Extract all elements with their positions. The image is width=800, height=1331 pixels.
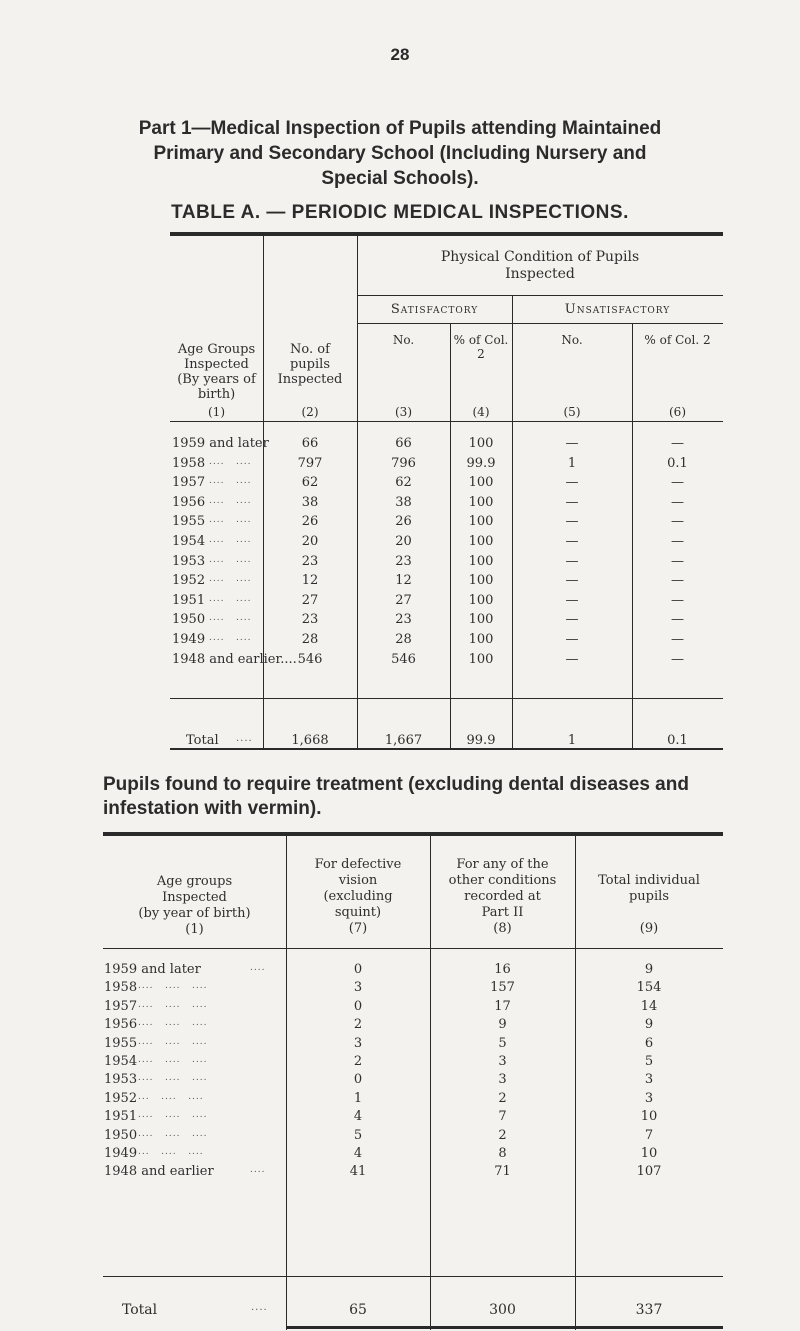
table-a-cell-pupils: 27 [301, 592, 319, 608]
header-line: other conditions [448, 873, 557, 888]
table-a-cell-sat-pct: 100 [468, 534, 494, 549]
table-b-total-other: 300 [489, 1302, 516, 1318]
table-a-cell-unsat-pct: — [671, 534, 684, 549]
table-a-cell-sat-pct: 100 [468, 436, 494, 451]
table-b-cell-total: 3 [644, 1072, 654, 1088]
table-a-cell-unsat-no: — [565, 573, 579, 589]
table-b-cell-total: 7 [644, 1127, 654, 1143]
table-b-cell-other: 2 [498, 1090, 507, 1106]
table-a-cell-sat-no: 38 [395, 494, 412, 510]
other-conditions-header [430, 857, 575, 937]
table-a-cell-sat-no: 546 [391, 651, 416, 667]
table-b-cell-defective: 4 [353, 1109, 363, 1125]
table-a-row-age: 1955 [172, 514, 206, 530]
table-a-header-rule [170, 421, 723, 422]
col-4-label: (4) [472, 405, 490, 419]
table-b-cell-total: 9 [644, 1017, 654, 1033]
table-b-row-age: 1959 and later [104, 962, 201, 977]
table-b-cell-other: 9 [498, 1017, 507, 1033]
table-b-age-header [103, 874, 286, 938]
header-line: pupils [628, 889, 669, 904]
table-a-title: TABLE A. — PERIODIC MEDICAL INSPECTIONS. [171, 202, 629, 223]
table-a-cell-sat-pct: 100 [468, 592, 494, 608]
satisfactory-header: Satisfactory [390, 302, 479, 317]
table-b-row-dots: ... .... .... [138, 1091, 204, 1102]
table-a-total-unsat-pct: 0.1 [667, 733, 688, 748]
table-b-row-dots: .... .... .... [138, 1036, 208, 1047]
part-title-line-2: Primary and Secondary School (Including Nursery and [153, 143, 647, 164]
table-a-cell-pupils: 26 [301, 514, 319, 530]
table-b-cell-total: 154 [636, 980, 662, 996]
header-line: birth) [197, 387, 236, 402]
table-a-row-dots: .... .... [209, 554, 252, 565]
table-b-row-dots: .... .... .... [138, 981, 208, 992]
table-a-cell-sat-no: 62 [395, 475, 412, 491]
table-b-cell-defective: 0 [353, 998, 363, 1014]
table-b-cell-total: 107 [636, 1164, 662, 1180]
table-a-total-label: Total [186, 733, 219, 748]
pupils-header [263, 342, 357, 387]
table-a-cell-unsat-no: — [565, 475, 579, 491]
table-b-cell-defective: 2 [353, 1017, 363, 1033]
table-a-cell-unsat-pct: — [671, 651, 684, 667]
col-6-label: (6) [669, 405, 686, 419]
table-b-cell-other: 17 [494, 998, 511, 1014]
table-b-header-rule [103, 948, 723, 949]
table-a-cell-unsat-no: — [565, 514, 579, 530]
table-b-cell-defective: 5 [353, 1127, 363, 1143]
header-line: (7) [348, 921, 368, 936]
col-3-label: (3) [395, 405, 412, 419]
table-b-cell-other: 7 [498, 1109, 507, 1125]
table-a-total-sat-pct: 99.9 [466, 733, 496, 748]
total-pupils-header [575, 873, 723, 937]
table-a-cell-sat-no: 26 [395, 514, 412, 530]
table-a-cell-unsat-no: — [565, 632, 579, 647]
table-a-cell-pupils: 62 [301, 475, 319, 491]
table-a-row-age: 1958 [172, 455, 206, 471]
table-a-cell-sat-pct: 100 [468, 573, 494, 589]
header-line: (8) [493, 921, 512, 936]
table-a-row-dots: .... .... [209, 456, 252, 467]
table-a-row-age: 1952 [172, 573, 206, 589]
table-b-cell-other: 157 [490, 980, 515, 996]
table-a-cell-pupils: 38 [301, 494, 319, 510]
table-a-cell-sat-pct: 100 [468, 612, 494, 628]
table-b-row-dots: .... [250, 963, 266, 973]
table-b-cell-defective: 3 [353, 1035, 363, 1051]
table-b-row-age: 1953 [104, 1072, 138, 1088]
table-b-cell-defective: 3 [353, 980, 363, 996]
table-b-cell-other: 71 [494, 1164, 511, 1180]
table-b-top-rule [103, 832, 723, 836]
table-a-row-age: 1956 [172, 494, 206, 510]
table-a-cell-pupils: 66 [301, 436, 319, 451]
col-1-label: (1) [208, 405, 225, 419]
table-b-total-dots: .... [251, 1302, 268, 1313]
defective-vision-header [286, 857, 430, 937]
table-b-row-dots: .... .... .... [138, 999, 208, 1010]
table-b-cell-other: 3 [498, 1072, 507, 1088]
table-a-cell-pupils: 23 [301, 612, 319, 628]
unsatisfactory-header: Unsatisfactory [564, 302, 671, 317]
table-a-top-rule [170, 232, 723, 236]
table-a-cell-sat-no: 28 [395, 632, 412, 647]
header-line: pupils [289, 357, 330, 372]
table-a-cell-unsat-pct: — [671, 475, 684, 491]
table-a-cell-unsat-pct: 0.1 [667, 455, 688, 471]
table-b-row-dots: ... .... .... [138, 1147, 204, 1157]
table-a-row-dots: .... .... [209, 593, 252, 604]
table-a-divider [263, 232, 264, 750]
table-b-row-dots: .... .... .... [138, 1055, 208, 1065]
table-b-total-total: 337 [635, 1302, 663, 1318]
table-b-cell-defective: 4 [353, 1146, 363, 1161]
table-a-cell-sat-no: 796 [391, 455, 416, 471]
table-a-total-pupils: 1,668 [291, 733, 329, 748]
table-b-cell-other: 3 [498, 1054, 507, 1069]
table-a-cell-unsat-no: — [565, 553, 579, 569]
table-a-cell-pupils: 12 [301, 573, 319, 589]
table-a-cell-sat-pct: 100 [468, 514, 494, 530]
table-b-cell-defective: 41 [349, 1164, 367, 1180]
table-a-cell-sat-pct: 100 [468, 651, 494, 667]
header-line: squint) [334, 905, 382, 920]
table-b-cell-total: 10 [640, 1146, 658, 1161]
table-a-cell-unsat-no: 1 [567, 455, 577, 471]
table-a-row-age: 1953 [172, 553, 206, 569]
table-a-cell-sat-pct: 99.9 [466, 455, 496, 471]
table-b-cell-total: 10 [640, 1109, 658, 1125]
table-a-row-age: 1950 [172, 612, 206, 628]
table-a-row-dots: .... .... [209, 476, 252, 487]
table-a-cell-sat-pct: 100 [468, 475, 494, 491]
table-b-row-dots: .... [250, 1165, 266, 1176]
table-a-cell-sat-no: 27 [395, 592, 412, 608]
table-b-cell-other: 16 [494, 962, 511, 977]
table-a-total-sat-no: 1,667 [384, 733, 423, 748]
table-b-title-line-2: infestation with vermin). [103, 798, 322, 819]
table-a-cell-unsat-no: — [565, 592, 579, 608]
table-a-row-dots: .... .... [209, 633, 252, 643]
header-line [575, 905, 723, 921]
header-line: Inspected [162, 890, 227, 905]
table-b-cell-other: 8 [498, 1146, 507, 1161]
table-b-total-rule [103, 1276, 723, 1277]
table-a-cell-sat-no: 66 [395, 436, 412, 451]
table-a-cell-sat-no: 23 [395, 612, 412, 628]
table-a-row-age: 1957 [172, 475, 206, 491]
table-a-row-age: 1954 [172, 534, 206, 549]
table-b-cell-defective: 0 [353, 962, 363, 977]
table-b-row-age: 1958 [104, 980, 138, 996]
header-line: (1) [185, 922, 204, 937]
header-line: (By years of [177, 372, 256, 387]
header-line: Total individual [598, 873, 700, 888]
table-a-cell-sat-no: 20 [395, 534, 412, 549]
table-b-row-dots: .... .... .... [138, 1128, 208, 1139]
table-b-row-dots: .... .... .... [138, 1073, 208, 1084]
table-a-row-dots: .... .... [209, 495, 252, 506]
table-a-cell-sat-no: 23 [395, 553, 412, 569]
table-b-total-defective: 65 [349, 1302, 367, 1318]
table-b-row-age: 1956 [104, 1017, 138, 1033]
table-a-cell-unsat-no: — [565, 612, 579, 628]
table-a-cell-pupils: 23 [301, 553, 319, 569]
table-a-total-rule [170, 698, 723, 699]
table-a-row-age: 1951 [172, 592, 206, 608]
table-b-cell-total: 14 [640, 998, 658, 1014]
header-line: (excluding [323, 889, 393, 904]
table-a-cell-unsat-pct: — [671, 632, 684, 647]
table-b-row-dots: .... .... .... [138, 1018, 208, 1029]
table-b-cell-defective: 2 [353, 1054, 363, 1069]
table-a-row-age: 1948 and earlier.... [172, 651, 297, 667]
table-a-total-dots: .... [236, 733, 253, 744]
table-a-cell-sat-pct: 100 [468, 632, 494, 647]
table-b-row-age: 1948 and earlier [104, 1164, 214, 1180]
col-2-label: (2) [301, 405, 319, 419]
table-a-cell-pupils: 20 [301, 534, 319, 549]
table-b-row-dots: .... .... .... [138, 1110, 208, 1121]
header-line: For defective [314, 857, 402, 872]
table-b-row-age: 1950 [104, 1127, 138, 1143]
header-line: recorded at [464, 889, 541, 904]
unsat-pct-header: % of Col. 2 [644, 333, 711, 347]
table-b-row-age: 1952 [104, 1090, 138, 1106]
sat-pct-header: % of Col. 2 [453, 333, 509, 361]
table-a-row-dots: .... .... [209, 535, 252, 545]
physical-condition-header [357, 249, 723, 283]
table-b-cell-other: 2 [498, 1127, 507, 1143]
table-a-bottom-rule [170, 748, 723, 750]
table-b-cell-total: 9 [644, 962, 654, 977]
part-title-line-3: Special Schools). [321, 168, 479, 189]
table-a-row-dots: .... .... [209, 574, 252, 585]
header-line: For any of the [456, 857, 549, 872]
header-line: (9) [639, 921, 659, 936]
table-b-cell-total: 6 [644, 1035, 654, 1051]
col-5-label: (5) [563, 405, 581, 419]
table-a-cell-sat-no: 12 [395, 573, 412, 589]
table-a-cell-unsat-pct: — [671, 612, 684, 628]
table-a-total-unsat-no: 1 [567, 733, 577, 748]
table-a-row-age: 1949 [172, 632, 206, 647]
age-groups-header [170, 342, 263, 402]
table-a-row-age: 1959 and later [172, 436, 269, 451]
page-number: 28 [390, 45, 410, 64]
table-b-bottom-rule [286, 1326, 723, 1329]
table-b-row-age: 1954 [104, 1054, 138, 1069]
table-a-row-dots: .... .... [209, 515, 252, 526]
table-a-divider [357, 323, 723, 324]
header-line: Inspected [505, 266, 575, 282]
table-a-cell-pupils: 546 [297, 651, 323, 667]
table-a-cell-sat-pct: 100 [468, 494, 494, 510]
table-b-cell-defective: 0 [353, 1072, 363, 1088]
table-b-row-age: 1949 [104, 1146, 138, 1161]
header-line: Part II [481, 905, 524, 920]
table-b-total-label: Total [122, 1302, 158, 1318]
table-b-row-age: 1951 [104, 1109, 138, 1125]
header-line: vision [338, 873, 378, 888]
table-a-cell-unsat-no: — [565, 534, 579, 549]
table-a-cell-unsat-pct: — [671, 494, 684, 510]
table-b-row-age: 1957 [104, 998, 138, 1014]
part-title-line-1: Part 1—Medical Inspection of Pupils attending Maintained [138, 118, 662, 139]
table-b-cell-defective: 1 [353, 1090, 363, 1106]
table-b-title-line-1: Pupils found to require treatment (excluding dental diseases and [103, 774, 689, 795]
header-line: Age groups [156, 874, 233, 889]
header-line: Physical Condition of Pupils [440, 249, 640, 265]
header-line: Age Groups [177, 342, 256, 357]
table-a-cell-unsat-pct: — [671, 553, 684, 569]
header-line: (by year of birth) [138, 906, 251, 921]
table-b-row-age: 1955 [104, 1035, 138, 1051]
table-a-row-dots: .... .... [209, 613, 252, 624]
table-b-cell-total: 3 [644, 1090, 654, 1106]
header-line: No. of [290, 342, 330, 357]
table-b-cell-other: 5 [498, 1035, 507, 1051]
table-a-cell-pupils: 28 [301, 632, 319, 647]
table-a-cell-unsat-pct: — [671, 573, 684, 589]
unsat-no-header: No. [561, 333, 583, 347]
table-a-cell-unsat-no: — [565, 436, 579, 451]
table-a-cell-unsat-no: — [565, 494, 579, 510]
table-a-divider [357, 295, 723, 296]
table-a-cell-pupils: 797 [297, 455, 323, 471]
header-line: Inspected [277, 372, 343, 387]
table-a-cell-sat-pct: 100 [468, 553, 494, 569]
table-a-cell-unsat-no: — [565, 651, 579, 667]
header-line: Inspected [184, 357, 249, 372]
table-a-cell-unsat-pct: — [671, 514, 684, 530]
table-a-cell-unsat-pct: — [671, 436, 684, 451]
table-b-cell-total: 5 [644, 1054, 654, 1069]
table-a-cell-unsat-pct: — [671, 592, 684, 608]
sat-no-header: No. [392, 333, 415, 347]
